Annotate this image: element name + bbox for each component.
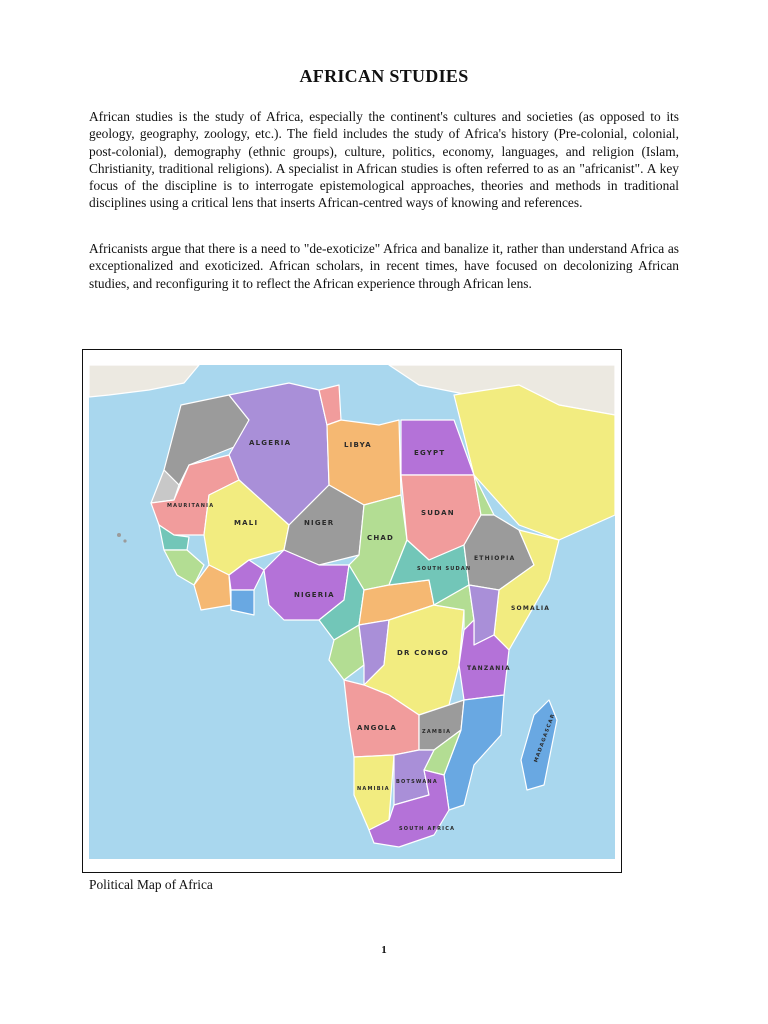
figure-caption: Political Map of Africa (89, 877, 213, 892)
cape-verde-islands (117, 533, 121, 537)
africa-political-map (89, 365, 615, 859)
label-niger: NIGER (304, 519, 335, 527)
label-south-sudan: SOUTH SUDAN (417, 566, 472, 572)
map-figure (82, 349, 622, 873)
label-madagascar: MADAGASCAR (533, 712, 557, 764)
label-zambia: ZAMBIA (422, 729, 452, 735)
page-number: 1 (381, 944, 387, 956)
label-mali: MALI (234, 519, 259, 527)
paragraph-africanists: Africanists argue that there is a need to "de-exoticize" Africa and banalize it, rather than understand Africa as exceptionalized and exoticized. African scholars, in recent times, have focused on decolonizing African studies, and reconfiguring it to reflect the African experience through African lens. (89, 241, 679, 291)
label-egypt: EGYPT (414, 449, 446, 457)
label-angola: ANGOLA (357, 724, 398, 732)
label-botswana: BOTSWANA (396, 779, 438, 785)
label-libya: LIBYA (344, 441, 372, 449)
cape-verde-islands-2 (123, 539, 126, 542)
label-dr-congo: DR CONGO (397, 649, 449, 657)
label-nigeria: NIGERIA (294, 591, 335, 599)
label-algeria: ALGERIA (249, 439, 292, 447)
label-tanzania: TANZANIA (467, 665, 511, 672)
paragraph-intro: African studies is the study of Africa, especially the continent's cultures and societies (as opposed to its geology, geography, zoology, etc.). The field includes the study of Africa's history (Pre-colonial, colonial, post-colonial), demography (ethnic groups), culture, politics, economy, languages, and religion (Islam, Christianity, traditional religions). A specialist in African studies is often referred to as an "africanist". A key focus of the discipline is to interrogate epistemological approaches, theories and methods in traditional disciplines using a critical lens that inserts African-centred ways of knowing and references. (89, 109, 679, 211)
label-namibia: NAMIBIA (357, 786, 390, 792)
label-ethiopia: ETHIOPIA (474, 555, 516, 562)
page-title: AFRICAN STUDIES (299, 66, 469, 86)
country-ghana (231, 590, 254, 615)
label-south-africa: SOUTH AFRICA (399, 826, 456, 832)
label-sudan: SUDAN (421, 509, 455, 517)
label-somalia: SOMALIA (511, 605, 551, 612)
label-mauritania: MAURITANIA (167, 503, 215, 509)
label-chad: CHAD (367, 534, 395, 542)
